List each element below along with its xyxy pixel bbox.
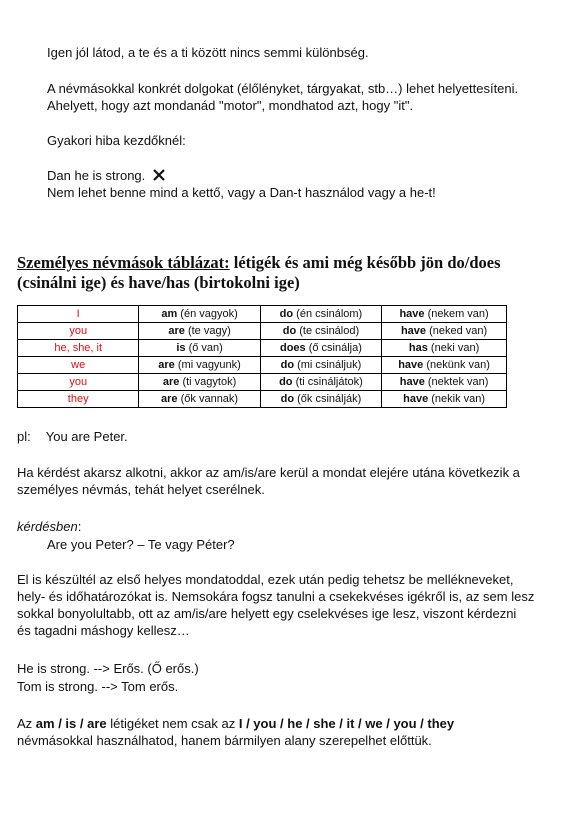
final-pronouns: I / you / he / she / it / we / you / they xyxy=(238,716,455,731)
do-cell-text: do xyxy=(279,308,294,320)
do-cell-text: (ők csinálják) xyxy=(294,393,362,405)
section-heading xyxy=(17,253,557,293)
do-cell-text: (te csinálod) xyxy=(296,325,360,337)
do-cell xyxy=(260,357,381,374)
be-cell xyxy=(139,357,260,374)
do-cell-text: do xyxy=(282,325,297,337)
heading-rest: létigék és ami még később jön do/does xyxy=(229,253,501,272)
be-cell-text: (ők vannak) xyxy=(177,393,239,405)
have-cell xyxy=(382,306,507,323)
intro-line-3: Ahelyett, hogy azt mondanád "motor", mondhatod azt, hogy "it". xyxy=(47,98,414,113)
table-row xyxy=(18,391,507,408)
have-cell-text: (nekem van) xyxy=(424,308,489,320)
have-cell-text: have xyxy=(400,325,427,337)
be-cell-text: are xyxy=(162,376,180,388)
table-row xyxy=(18,306,507,323)
be-cell-text: is xyxy=(176,342,186,354)
do-cell xyxy=(260,374,381,391)
example-line xyxy=(17,428,128,445)
have-cell-text: have xyxy=(403,393,429,405)
strong-example-2: Tom is strong. --> Tom erős. xyxy=(17,679,179,694)
paragraph-2-line-3: sokkal bonyolultabb, ott az am/is/are helyett egy cselekvéses ige lesz, viszont kérdezni xyxy=(17,606,517,621)
wrong-example-text: Dan he is strong. xyxy=(47,168,146,183)
intro-line-6: Nem lehet benne mind a kettő, vagy a Dan-t használod vagy a he-t! xyxy=(47,185,436,200)
pronoun-cell xyxy=(18,340,139,357)
pronoun-cell xyxy=(18,391,139,408)
table-row xyxy=(18,340,507,357)
strong-example-1: He is strong. --> Erős. (Ő erős.) xyxy=(17,661,199,676)
have-cell-text: have xyxy=(399,376,425,388)
have-cell-text: have xyxy=(398,359,424,371)
heading-underlined: Személyes névmások táblázat: xyxy=(17,253,230,272)
be-cell-text: are xyxy=(161,393,178,405)
be-cell xyxy=(139,306,260,323)
be-cell xyxy=(139,323,260,340)
be-cell xyxy=(139,340,260,357)
paragraph-1-line-1: Ha kérdést akarsz alkotni, akkor az am/is/are kerül a mondat elejére utána következik a xyxy=(17,465,520,480)
final-text-a: Az xyxy=(17,716,36,731)
be-cell-text: (én vagyok) xyxy=(177,308,238,320)
have-cell-text: have xyxy=(399,308,425,320)
pronoun-cell xyxy=(18,357,139,374)
colon: : xyxy=(77,519,82,534)
pronoun-cell-text: they xyxy=(67,393,89,405)
heading-line-2: (csinálni ige) és have/has (birtokolni ige) xyxy=(17,273,300,292)
be-cell-text: (te vagy) xyxy=(184,325,231,337)
pronoun-cell-text: you xyxy=(69,325,88,337)
pronoun-table xyxy=(17,305,507,408)
be-cell-text: (mi vagyunk) xyxy=(174,359,241,371)
table-row xyxy=(18,357,507,374)
have-cell xyxy=(382,374,507,391)
question-example: Are you Peter? – Te vagy Péter? xyxy=(47,537,235,552)
paragraph-2-line-4: és tagadni máshogy kellesz… xyxy=(17,623,190,638)
have-cell-text: (nektek van) xyxy=(424,376,489,388)
have-cell-text: has xyxy=(408,342,428,354)
kerdesben-label: kérdésben xyxy=(17,519,78,534)
have-cell-text: (nekünk van) xyxy=(423,359,490,371)
intro-line-1: Igen jól látod, a te és a ti között nincs semmi különbség. xyxy=(47,45,369,60)
intro-line-2: A névmásokkal konkrét dolgokat (élőlényket, tárgyakat, stb…) lehet helyettesíteni. xyxy=(47,81,519,96)
pronoun-cell-text: we xyxy=(71,359,86,371)
do-cell-text: does xyxy=(279,342,306,354)
be-cell-text: (ő van) xyxy=(185,342,223,354)
have-cell-text: (nekik van) xyxy=(428,393,486,405)
be-cell-text: (ti vagytok) xyxy=(179,376,237,388)
be-cell-text: am xyxy=(161,308,178,320)
table-row xyxy=(18,374,507,391)
intro-line-4: Gyakori hiba kezdőknél: xyxy=(47,133,186,148)
pl-label: pl: xyxy=(17,429,31,444)
do-cell xyxy=(260,340,381,357)
pronoun-cell xyxy=(18,306,139,323)
do-cell-text: (mi csináljuk) xyxy=(294,359,362,371)
do-cell xyxy=(260,323,381,340)
pronoun-cell-text: you xyxy=(69,376,88,388)
final-verbs: am / is / are xyxy=(35,716,107,731)
be-cell-text: are xyxy=(158,359,175,371)
be-cell-text: are xyxy=(168,325,185,337)
do-cell-text: (ő csinálja) xyxy=(305,342,362,354)
do-cell xyxy=(260,391,381,408)
paragraph-2-line-2: hely- és időhatározókat is. Nemsokára fogsz tanulni a csekekvéses igékről is, az sem lesz xyxy=(17,589,535,604)
do-cell xyxy=(260,306,381,323)
have-cell xyxy=(382,391,507,408)
have-cell xyxy=(382,357,507,374)
have-cell xyxy=(382,323,507,340)
final-paragraph-line-2: névmásokkal használhatod, hanem bármilyen alany szerepelhet előttük. xyxy=(17,733,432,748)
paragraph-1-line-2: személyes névmás, tehát helyet cserélnek. xyxy=(17,482,265,497)
do-cell-text: do xyxy=(280,393,295,405)
have-cell xyxy=(382,340,507,357)
table-row xyxy=(18,323,507,340)
do-cell-text: do xyxy=(279,376,293,388)
paragraph-2-line-1: El is készültél az első helyes mondatoddal, ezek után pedig tehetsz be mellékneveket, xyxy=(17,572,514,587)
be-cell xyxy=(139,391,260,408)
cross-icon xyxy=(153,169,165,181)
do-cell-text: (én csinálom) xyxy=(293,308,363,320)
pronoun-cell-text: I xyxy=(76,308,80,320)
have-cell-text: (neki van) xyxy=(427,342,480,354)
have-cell-text: (neked van) xyxy=(426,325,488,337)
final-text-c: létigéket nem csak az xyxy=(106,716,239,731)
pronoun-cell-text: he, she, it xyxy=(54,342,103,354)
question-label xyxy=(17,518,81,535)
pronoun-cell xyxy=(18,374,139,391)
do-cell-text: do xyxy=(280,359,295,371)
pl-text: You are Peter. xyxy=(45,429,128,444)
final-paragraph-line-1 xyxy=(17,715,454,732)
wrong-example xyxy=(47,167,165,184)
do-cell-text: (ti csináljátok) xyxy=(292,376,363,388)
be-cell xyxy=(139,374,260,391)
pronoun-cell xyxy=(18,323,139,340)
